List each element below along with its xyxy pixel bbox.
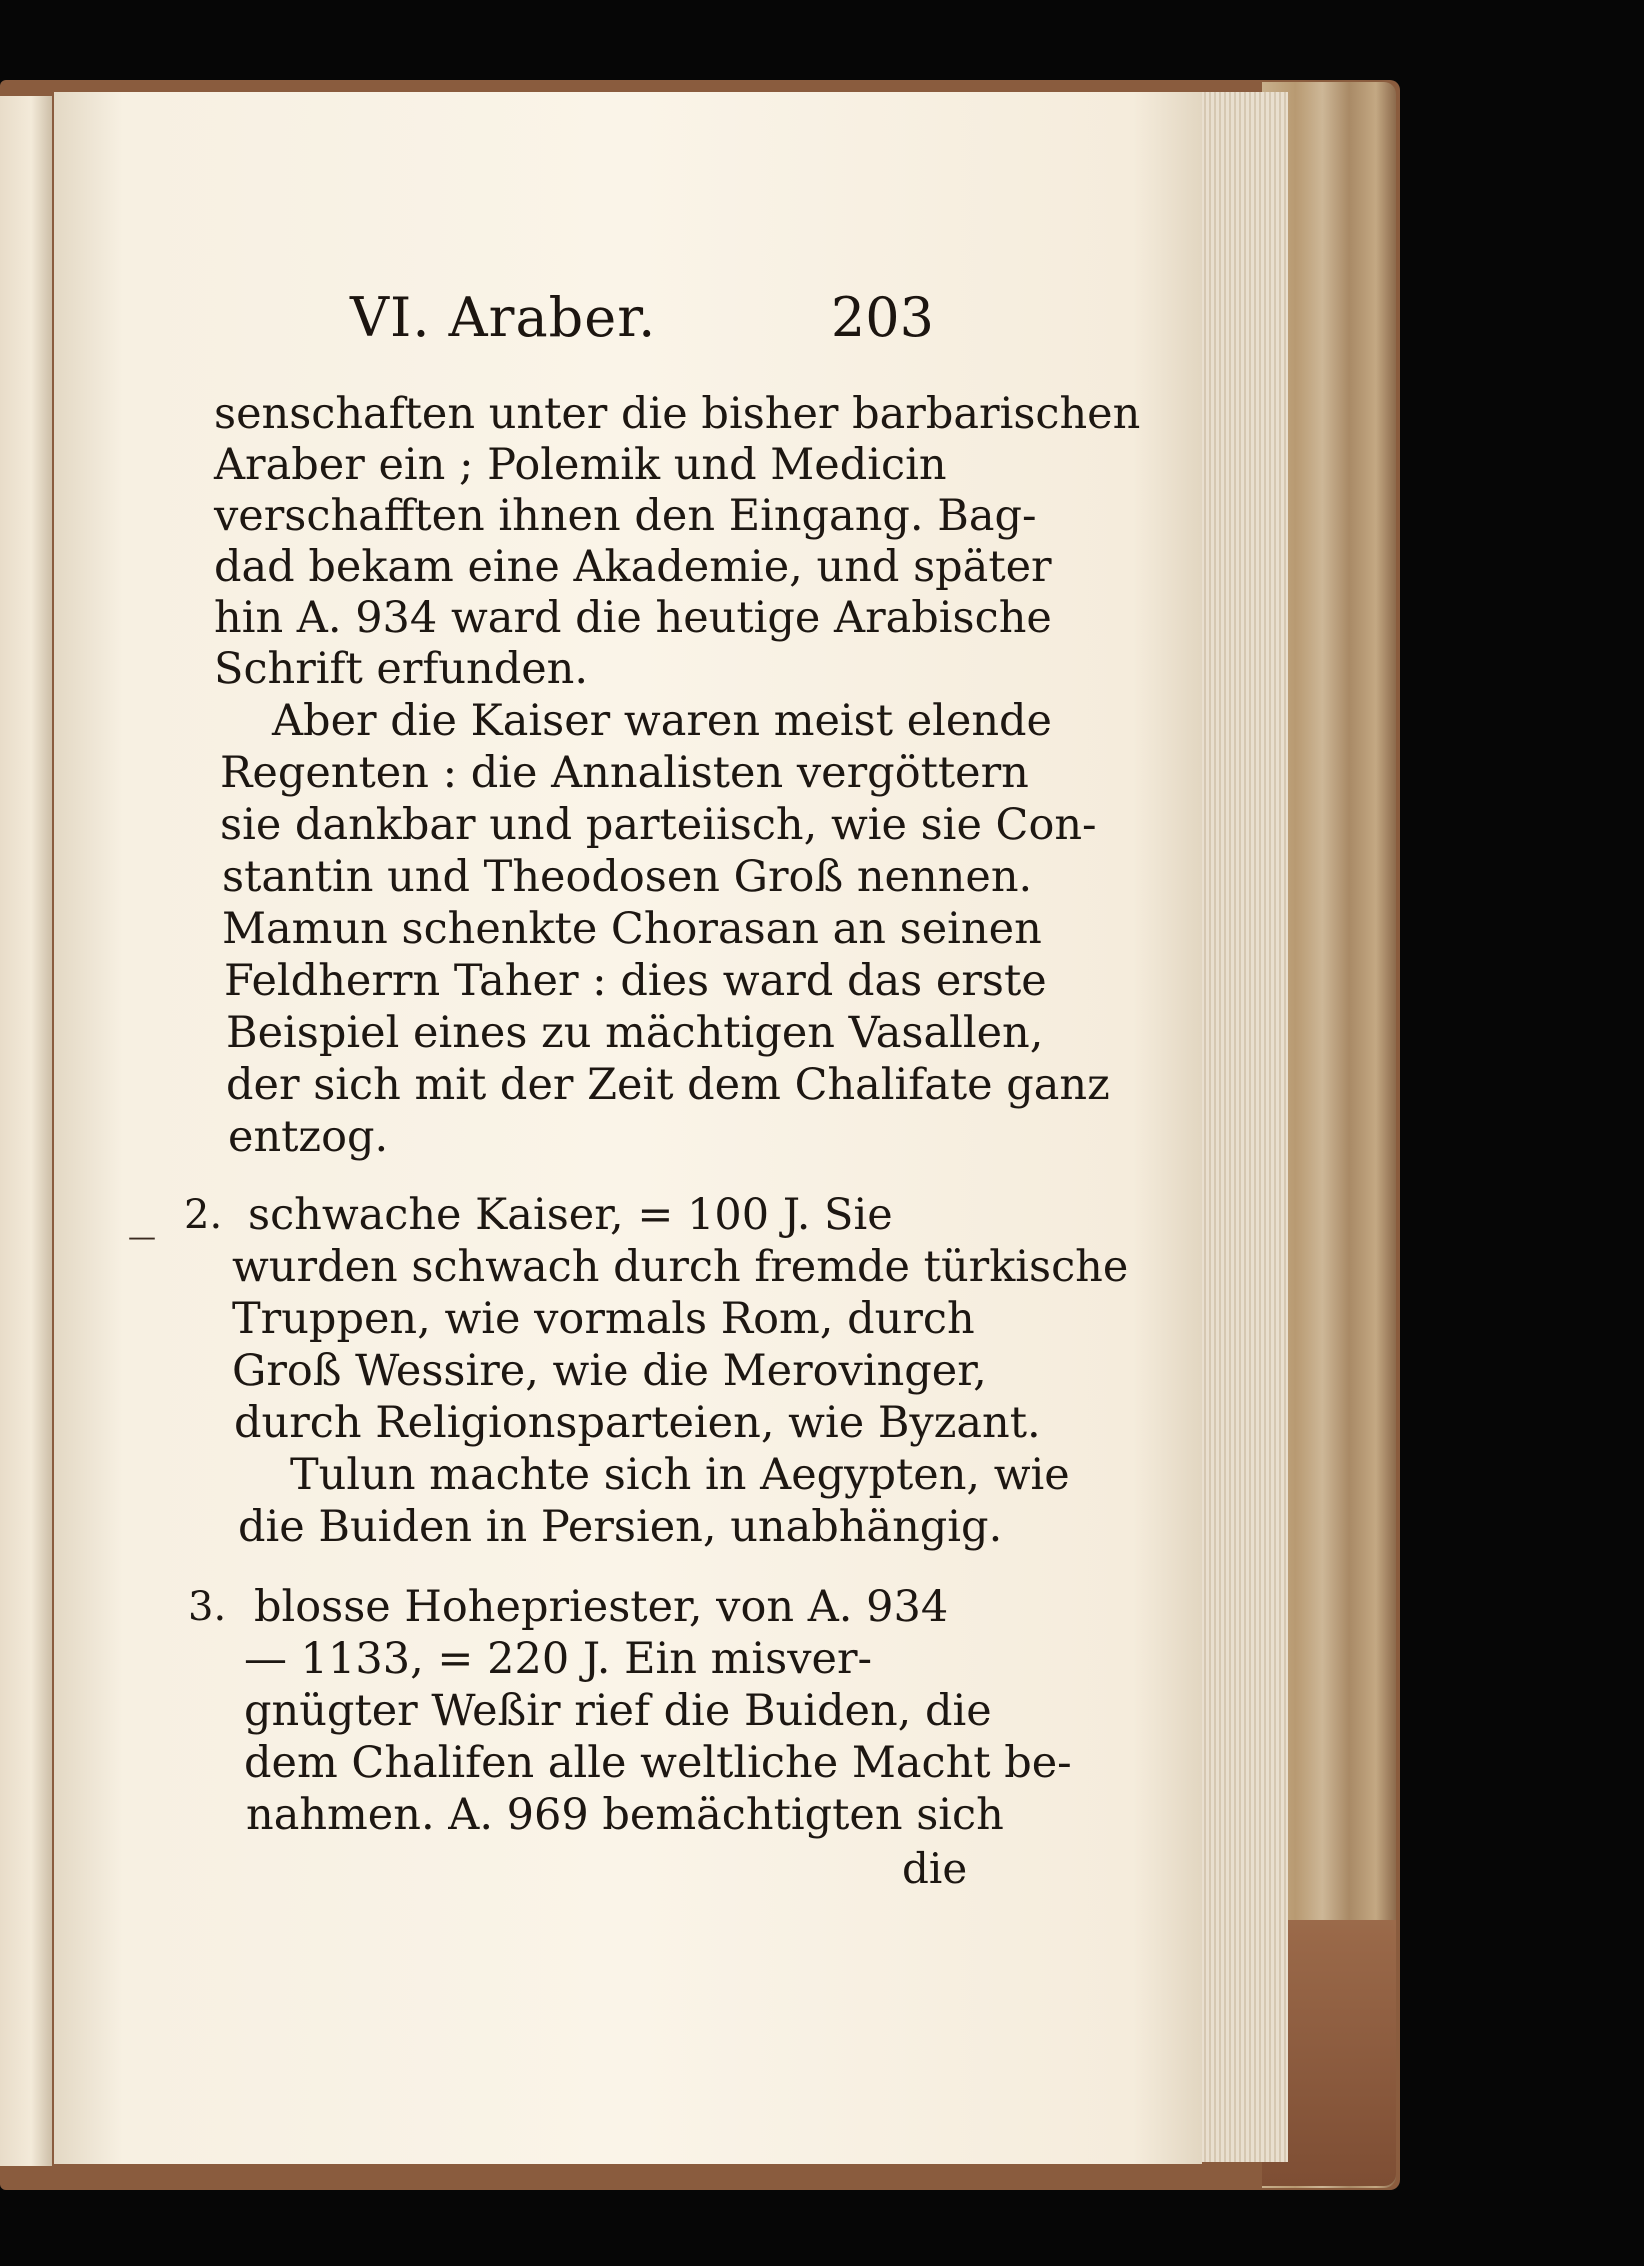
text-line: — 1133, = 220 J. Ein misver- (244, 1634, 873, 1684)
text-line: Regenten : die Annalisten vergöttern (220, 748, 1029, 798)
text-line: verschafften ihnen den Eingang. Bag- (214, 491, 1037, 541)
text-line: hin A. 934 ward die heutige Arabische (214, 593, 1052, 643)
running-head-title: VI. Araber. (350, 286, 657, 349)
section-number: 2. (184, 1192, 223, 1238)
text-line: der sich mit der Zeit dem Chalifate ganz (226, 1060, 1110, 1110)
text-line: blosse Hohepriester, von A. 934 (254, 1582, 949, 1632)
text-line: dad bekam eine Akademie, und später (214, 542, 1052, 592)
text-line: gnügter Weßir rief die Buiden, die (244, 1686, 992, 1736)
text-line: Truppen, wie vormals Rom, durch (232, 1294, 975, 1344)
text-line: die Buiden in Persien, unabhängig. (238, 1502, 1003, 1552)
text-line: stantin und Theodosen Groß nennen. (222, 852, 1033, 902)
text-line: schwache Kaiser, = 100 J. Sie (248, 1190, 893, 1240)
section-number: 3. (188, 1584, 227, 1630)
text-line: senschaften unter die bisher barbarischen (214, 389, 1141, 439)
text-line: Aber die Kaiser waren meist elende (272, 696, 1053, 746)
text-line: Araber ein ; Polemik und Medicin (214, 440, 947, 490)
catchword: die (902, 1844, 968, 1893)
text-line: nahmen. A. 969 bemächtigten sich (246, 1790, 1004, 1840)
text-line: Groß Wessire, wie die Merovinger, (232, 1346, 987, 1396)
text-line: Mamun schenkte Chorasan an seinen (222, 904, 1042, 954)
text-line: Schrift erfunden. (214, 644, 589, 694)
text-line: Feldherrn Taher : dies ward das erste (224, 956, 1047, 1006)
text-line: dem Chalifen alle weltliche Macht be- (244, 1738, 1072, 1788)
text-line: durch Religionsparteien, wie Byzant. (234, 1398, 1041, 1448)
text-line: wurden schwach durch fremde türkische (232, 1242, 1129, 1292)
text-line: Tulun machte sich in Aegypten, wie (290, 1450, 1070, 1500)
text-line: Beispiel eines zu mächtigen Vasallen, (226, 1008, 1044, 1058)
page-number: 203 (830, 286, 934, 349)
margin-dash: — (128, 1220, 156, 1253)
text-line: entzog. (228, 1112, 389, 1162)
text-line: sie dankbar und parteiisch, wie sie Con- (220, 800, 1097, 850)
